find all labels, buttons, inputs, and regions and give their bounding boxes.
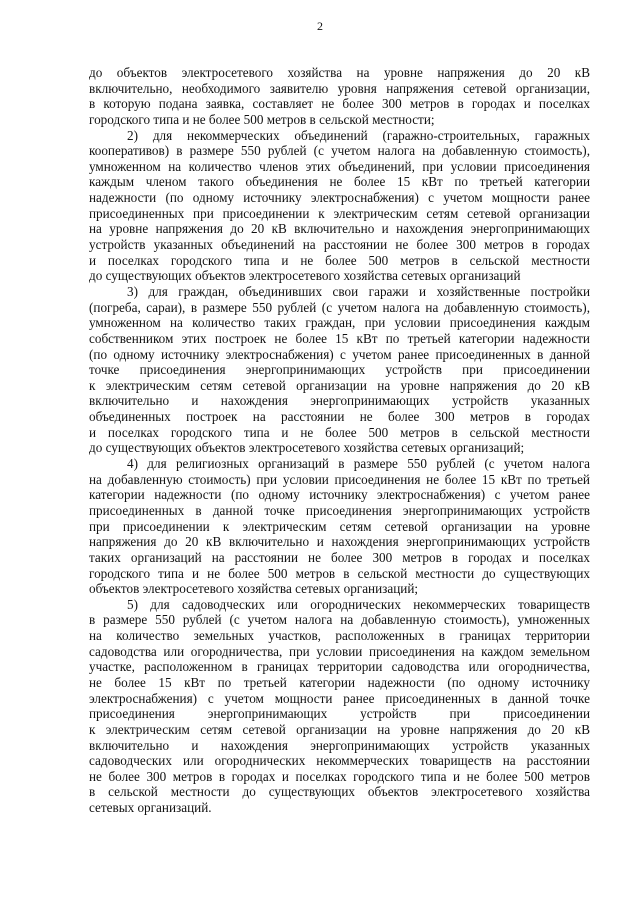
document-body (89, 65, 590, 816)
text-line: объектов электросетевого хозяйства сетевых организаций; (89, 581, 419, 597)
text-line: не более 300 метров в городах и поселках городского типа и не более 500 метров (89, 768, 590, 784)
text-line: таких организаций на расстоянии не более 300 метров в городах и поселках (89, 549, 590, 565)
text-line: 5) для садоводческих или огороднических некоммерческих товариществ (127, 596, 590, 612)
text-line: участке, расположенном в границах территории садоводства или огородничества, (89, 659, 590, 675)
text-line: 4) для религиозных организаций в размере 550 рублей (с учетом налога (127, 456, 590, 472)
text-line: (погреба, сараи), в размере 550 рублей (с учетом налога на добавленную стоимость), (89, 299, 590, 315)
text-line: присоединенных в данной точке присоединения энергопринимающих устройств (89, 502, 590, 518)
text-line: собственником этих построек не более 15 кВт по третьей категории надежности (89, 330, 590, 346)
text-line: не более 15 кВт по третьей категории надежности (по одному источнику (89, 674, 590, 690)
text-line: присоединения энергопринимающих устройств при присоединении (89, 706, 590, 722)
text-line: городского типа и не более 500 метров в сельской местности; (89, 111, 435, 127)
paragraph (89, 597, 590, 816)
text-line: в которую подана заявка, составляет не более 300 метров в городах и поселках (89, 96, 590, 112)
text-line: 2) для некоммерческих объединений (гаражно-строительных, гаражных (127, 127, 590, 143)
text-line: садоводческих или огороднических некоммерческих товариществ на расстоянии (89, 753, 590, 769)
paragraph (89, 456, 590, 597)
text-line: к электрическим сетям сетевой организации на уровне напряжения до 20 кВ (89, 721, 590, 737)
text-line: сетевых организаций. (89, 800, 212, 816)
text-line: точке присоединения энергопринимающих устройств при присоединении (89, 362, 590, 378)
text-line: до существующих объектов электросетевого хозяйства сетевых организаций; (89, 440, 525, 456)
text-line: включительно, необходимого заявителю уровня напряжения сетевой организации, (89, 80, 590, 96)
paragraph (89, 128, 590, 284)
text-line: и поселках городского типа и не более 500 метров в сельской местности (89, 424, 590, 440)
text-line: присоединенных при присоединении к электрическим сетям сетевой организации (89, 205, 590, 221)
text-line: на уровне напряжения до 20 кВ включительно и нахождения энергопринимающих (89, 221, 590, 237)
text-line: на добавленную стоимость) при условии присоединения не более 15 кВт по третьей (89, 471, 590, 487)
text-line: умноженном на количество таких граждан, при условии присоединения каждым (89, 315, 590, 331)
page-number: 2 (317, 19, 323, 33)
text-line: напряжения до 20 кВ включительно и нахождения энергопринимающих устройств (89, 534, 590, 550)
text-line: в размере 550 рублей (с учетом налога на добавленную стоимость), умноженных (89, 612, 590, 628)
text-line: каждым членом такого объединения не более 15 кВт по третьей категории (89, 174, 590, 190)
text-line: 3) для граждан, объединивших свои гаражи и хозяйственные постройки (127, 283, 590, 299)
text-line: устройств указанных объединений на расстоянии не более 300 метров в городах (89, 237, 590, 253)
text-line: электроснабжения) с учетом мощности ранее присоединенных в данной точке (89, 690, 590, 706)
text-line: и поселках городского типа и не более 500 метров в сельской местности (89, 252, 590, 268)
text-line: при присоединении к электрическим сетям сетевой организации на уровне (89, 518, 590, 534)
text-line: кооперативов) в размере 550 рублей (с учетом налога на добавленную стоимость), (89, 143, 590, 159)
text-line: (по одному источнику электроснабжения) с учетом ранее присоединенных в данной (89, 346, 590, 362)
text-line: на количество земельных участков, расположенных в границах территории (89, 628, 590, 644)
text-line: в сельской местности до существующих объектов электросетевого хозяйства (89, 784, 590, 800)
text-line: к электрическим сетям сетевой организации на уровне напряжения до 20 кВ (89, 377, 590, 393)
text-line: садоводства или огородничества, при условии присоединения на каждом земельном (89, 643, 590, 659)
text-line: до существующих объектов электросетевого хозяйства сетевых организаций (89, 268, 521, 284)
text-line: категории надежности (по одному источнику электроснабжения) с учетом ранее (89, 487, 590, 503)
text-line: объединенных построек на расстоянии не более 300 метров в городах (89, 409, 590, 425)
text-line: включительно и нахождения энергопринимающих устройств указанных (89, 393, 590, 409)
paragraph (89, 284, 590, 456)
text-line: до объектов электросетевого хозяйства на уровне напряжения до 20 кВ (89, 65, 590, 80)
text-line: умноженном на количество членов этих объединений, при условии присоединения (89, 158, 590, 174)
text-line: включительно и нахождения энергопринимающих устройств указанных (89, 737, 590, 753)
paragraph (89, 65, 590, 128)
text-line: городского типа и не более 500 метров в сельской местности до существующих (89, 565, 590, 581)
text-line: надежности (по одному источнику электроснабжения) с учетом мощности ранее (89, 190, 590, 206)
